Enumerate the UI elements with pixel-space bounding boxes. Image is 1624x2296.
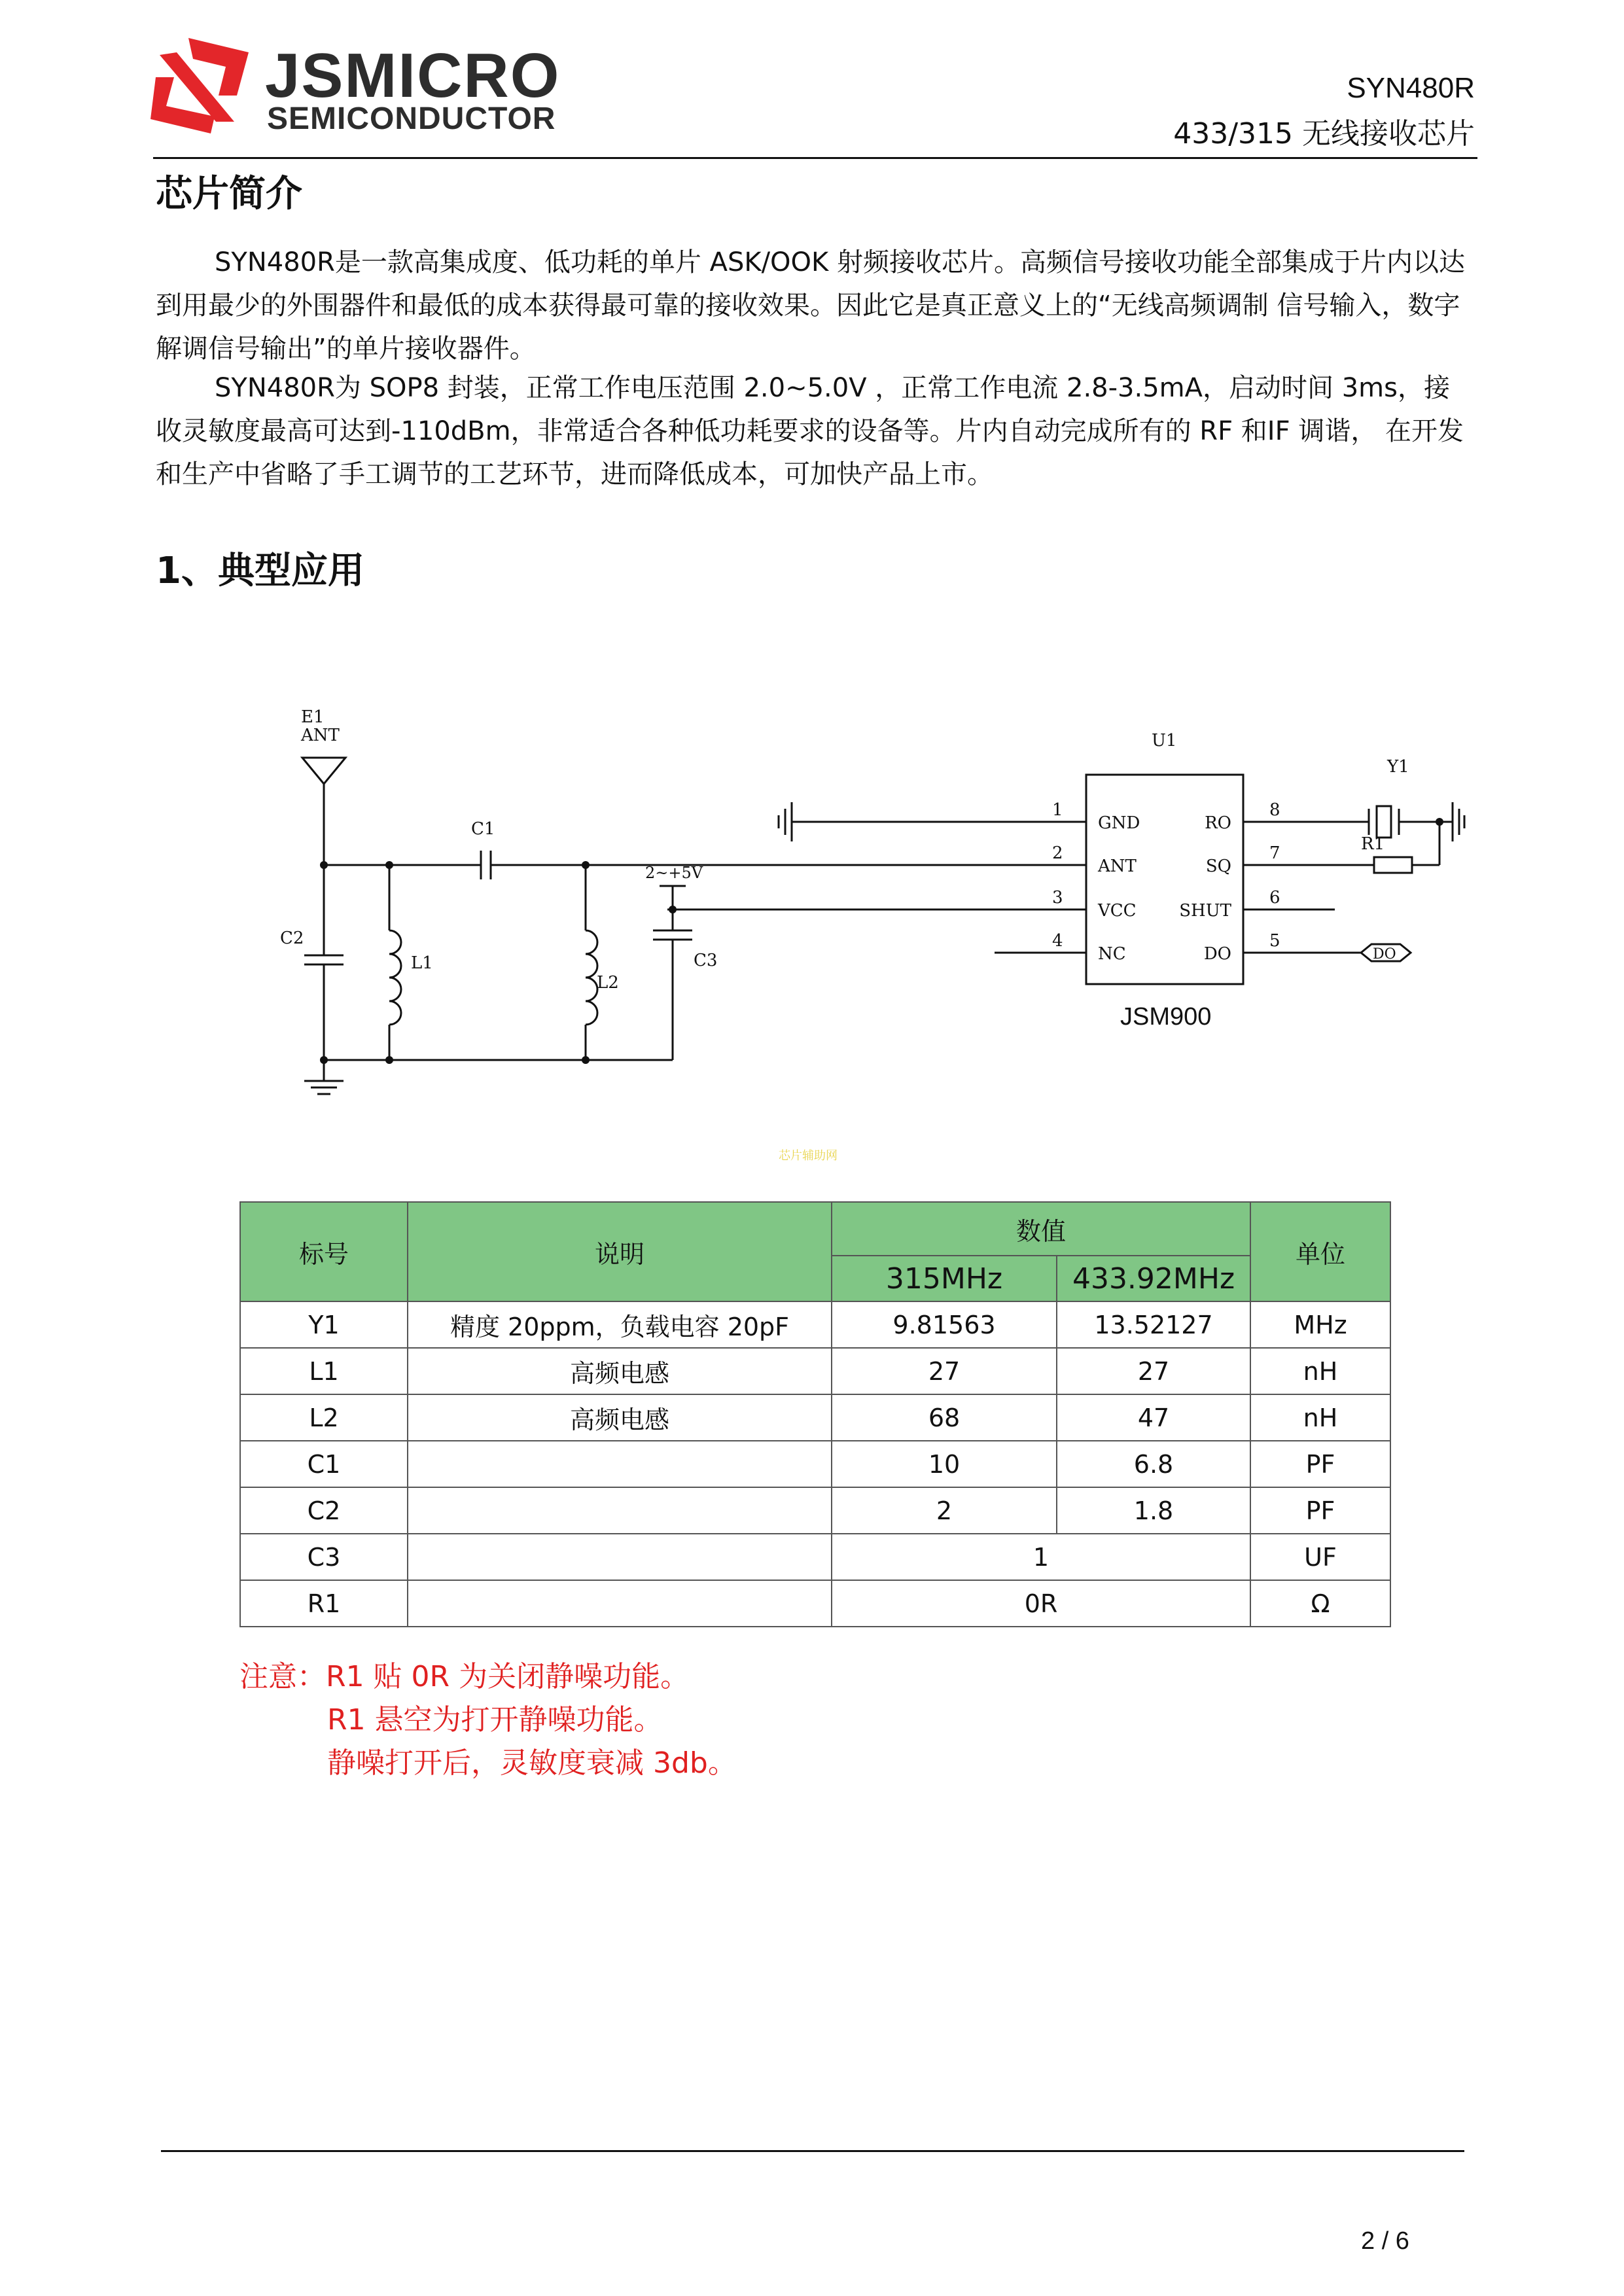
application-circuit-diagram	[275, 694, 1413, 1112]
pin-name: ANT	[1098, 857, 1137, 876]
ic-name-label: JSM900	[1120, 1003, 1212, 1031]
l2-inductor	[586, 930, 597, 1025]
cell-315: 68	[832, 1394, 1057, 1441]
table-row	[240, 1580, 1390, 1627]
table-row	[240, 1348, 1390, 1394]
l1-label: L1	[411, 953, 433, 973]
cell-315: 9.81563	[832, 1301, 1057, 1348]
c3-label: C3	[694, 951, 718, 970]
pin-name: NC	[1098, 944, 1126, 964]
cell-ref: C3	[240, 1534, 408, 1580]
logo-s-icon	[150, 33, 255, 137]
section-heading-typical-application: 1、典型应用	[156, 550, 364, 592]
pin-num: 8	[1269, 800, 1280, 820]
cell-value: 0R	[832, 1580, 1250, 1627]
pin-name: RO	[1205, 813, 1231, 833]
cell-unit: UF	[1250, 1534, 1390, 1580]
note-line-2: R1 悬空为打开静噪功能。	[327, 1703, 663, 1737]
watermark-text: 芯片辅助网	[779, 1149, 838, 1163]
pin-name: SQ	[1205, 857, 1231, 876]
cell-desc: 高频电感	[408, 1394, 832, 1441]
table-row	[240, 1441, 1390, 1487]
r1-label: R1	[1361, 834, 1385, 854]
cell-desc	[408, 1534, 832, 1580]
logo-wordmark: JSMICRO	[265, 41, 561, 111]
cell-value: 1	[832, 1534, 1250, 1580]
l1-inductor	[389, 930, 401, 1025]
header-desc: 说明	[408, 1202, 832, 1301]
cell-unit: nH	[1250, 1348, 1390, 1394]
cell-433: 47	[1057, 1394, 1250, 1441]
footer-divider	[161, 2150, 1464, 2152]
table-row	[240, 1301, 1390, 1348]
pin-num: 1	[1052, 800, 1063, 820]
intro-paragraph-2: SYN480R为 SOP8 封装，正常工作电压范围 2.0~5.0V ，正常工作电流 2.8-3.5mA，启动时间 3ms，接 收灵敏度最高可达到-110dBm，非常适合各种低功耗要求的设备等。片内自动完成所有的 RF 和IF 调谐， 在开发和生产中省略了手工调节的工艺环节，进而降低成本，可加快产品上市。	[156, 373, 1464, 489]
c1-label: C1	[471, 819, 495, 839]
page-number: 2 / 6	[1361, 2227, 1409, 2255]
do-port-label: DO	[1373, 946, 1396, 963]
cell-433: 1.8	[1057, 1487, 1250, 1534]
pin-num: 7	[1269, 843, 1280, 863]
cell-unit: nH	[1250, 1394, 1390, 1441]
cell-ref: L2	[240, 1394, 408, 1441]
doc-subtitle: 433/315 无线接收芯片	[1173, 117, 1475, 150]
pin-name: GND	[1098, 813, 1140, 833]
pin-name: DO	[1203, 944, 1231, 964]
company-logo	[150, 33, 255, 137]
cell-ref: R1	[240, 1580, 408, 1627]
cell-ref: L1	[240, 1348, 408, 1394]
part-number: SYN480R	[1347, 72, 1475, 104]
table-row	[240, 1394, 1390, 1441]
cell-desc	[408, 1487, 832, 1534]
l2-label: L2	[597, 973, 619, 993]
pin-num: 4	[1052, 931, 1063, 951]
intro-paragraph-1: SYN480R是一款高集成度、低功耗的单片 ASK/OOK 射频接收芯片。高频信号接收功能全部集成于片内以达到用最少的外围器件和最低的成本获得最可靠的接收效果。因此它是真正意义上的“无线高频调制 信号输入，数字解调信号输出”的单片接收器件。	[156, 247, 1465, 364]
pin-num: 5	[1269, 931, 1280, 951]
header-unit: 单位	[1250, 1202, 1390, 1301]
logo-tagline: SEMICONDUCTOR	[267, 101, 556, 136]
cell-unit: Ω	[1250, 1580, 1390, 1627]
cell-433: 6.8	[1057, 1441, 1250, 1487]
cell-unit: MHz	[1250, 1301, 1390, 1348]
ic-ref-label: U1	[1152, 731, 1177, 751]
cell-433: 27	[1057, 1348, 1250, 1394]
cell-desc	[408, 1441, 832, 1487]
cell-ref: Y1	[240, 1301, 408, 1348]
cell-315: 10	[832, 1441, 1057, 1487]
y1-label: Y1	[1387, 757, 1409, 777]
cell-315: 27	[832, 1348, 1057, 1394]
intro-heading: 芯片简介	[156, 173, 302, 215]
crystal-ground-node	[1413, 785, 1466, 916]
header-divider	[153, 157, 1477, 159]
note-line-3: 静噪打开后，灵敏度衰减 3db。	[327, 1746, 737, 1780]
antenna-icon	[302, 758, 345, 784]
pin-name: VCC	[1098, 901, 1137, 921]
vcc-label: 2~+5V	[645, 864, 703, 882]
c2-label: C2	[280, 928, 304, 948]
pin-num: 3	[1052, 888, 1063, 908]
cell-ref: C2	[240, 1487, 408, 1534]
pin-name: SHUT	[1179, 901, 1231, 921]
cell-desc: 高频电感	[408, 1348, 832, 1394]
header-315mhz: 315MHz	[832, 1256, 1057, 1301]
component-table	[239, 1201, 1391, 1627]
header-ref: 标号	[240, 1202, 408, 1301]
pin-num: 6	[1269, 888, 1280, 908]
cell-desc: 精度 20ppm，负载电容 20pF	[408, 1301, 832, 1348]
cell-unit: PF	[1250, 1487, 1390, 1534]
table-row	[240, 1487, 1390, 1534]
cell-433: 13.52127	[1057, 1301, 1250, 1348]
header-433mhz: 433.92MHz	[1057, 1256, 1250, 1301]
r1-resistor	[1374, 857, 1412, 873]
antenna-label: ANT	[301, 726, 340, 745]
cell-ref: C1	[240, 1441, 408, 1487]
table-row	[240, 1534, 1390, 1580]
cell-desc	[408, 1580, 832, 1627]
header-value: 数值	[832, 1202, 1250, 1256]
pin-num: 2	[1052, 843, 1063, 863]
cell-unit: PF	[1250, 1441, 1390, 1487]
note-line-1: 注意：R1 贴 0R 为关闭静噪功能。	[239, 1660, 690, 1693]
antenna-ref-label: E1	[301, 707, 325, 727]
cell-315: 2	[832, 1487, 1057, 1534]
